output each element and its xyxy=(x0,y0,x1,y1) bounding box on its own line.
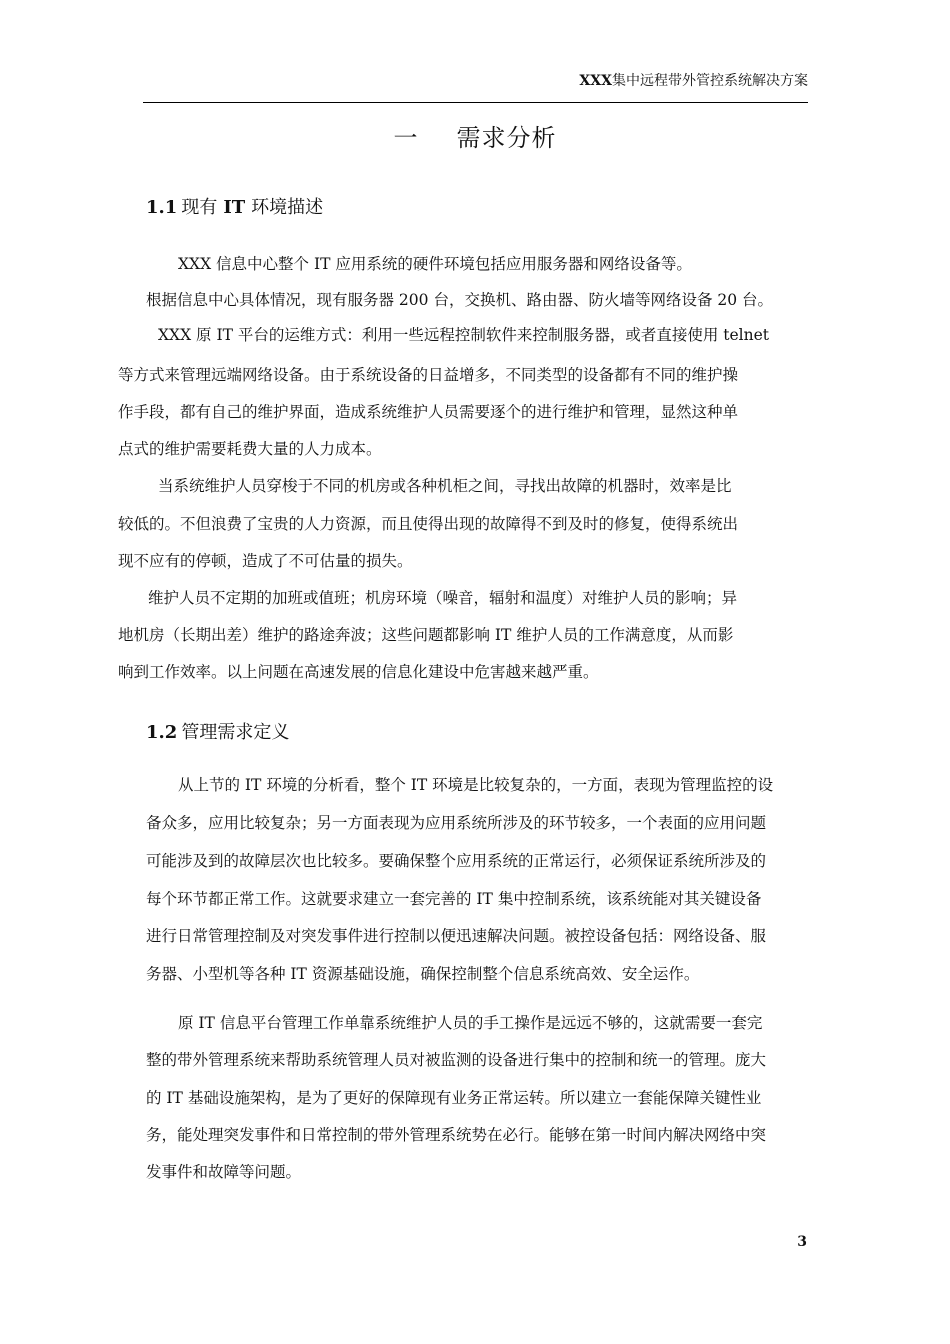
section-title-keyword: IT xyxy=(223,197,246,218)
section-number: 1.2 xyxy=(146,722,178,743)
paragraph-line: XXX 原 IT 平台的运维方式：利用一些远程控制软件来控制服务器，或者直接使用 telnet xyxy=(158,326,770,344)
chapter-title xyxy=(0,118,950,153)
paragraph-line: 地机房（长期出差）维护的路途奔波；这些问题都影响 IT 维护人员的工作满意度，从而影 xyxy=(118,626,734,644)
section-title-prefix: 现有 xyxy=(181,197,218,218)
section-heading-1-2 xyxy=(146,718,289,744)
paragraph-line: 务，能处理突发事件和日常控制的带外管理系统势在必行。能够在第一时间内解决网络中突 xyxy=(146,1126,767,1144)
paragraph-line: 可能涉及到的故障层次也比较多。要确保整个应用系统的正常运行，必须保证系统所涉及的 xyxy=(146,852,767,870)
paragraph-line: 进行日常管理控制及对突发事件进行控制以便迅速解决问题。被控设备包括：网络设备、服 xyxy=(146,927,767,945)
paragraph-line: 响到工作效率。以上问题在高速发展的信息化建设中危害越来越严重。 xyxy=(118,663,599,681)
paragraph-line: 点式的维护需要耗费大量的人力成本。 xyxy=(118,440,382,458)
section-number: 1.1 xyxy=(146,197,178,218)
page-number: 3 xyxy=(797,1234,807,1250)
section-title-suffix: 环境描述 xyxy=(251,197,324,218)
chapter-number: 一 xyxy=(393,124,419,152)
paragraph-line: 整的带外管理系统来帮助系统管理人员对被监测的设备进行集中的控制和统一的管理。庞大 xyxy=(146,1051,767,1069)
paragraph-line: XXX 信息中心整个 IT 应用系统的硬件环境包括应用服务器和网络设备等。 xyxy=(178,255,692,273)
paragraph-line: 当系统维护人员穿梭于不同的机房或各种机柜之间，寻找出故障的机器时，效率是比 xyxy=(158,477,732,495)
header-rule xyxy=(143,102,808,103)
header-title: 集中远程带外管控系统解决方案 xyxy=(612,73,808,89)
section-title: 管理需求定义 xyxy=(181,722,290,743)
section-heading-1-1 xyxy=(146,193,323,219)
paragraph-line: 根据信息中心具体情况，现有服务器 200 台，交换机、路由器、防火墙等网络设备 20 台。 xyxy=(146,291,774,309)
paragraph-line: 作手段，都有自己的维护界面，造成系统维护人员需要逐个的进行维护和管理，显然这种单 xyxy=(118,403,739,421)
paragraph-line: 每个环节都正常工作。这就要求建立一套完善的 IT 集中控制系统，该系统能对其关键设备 xyxy=(146,890,762,908)
paragraph-line: 较低的。不但浪费了宝贵的人力资源，而且使得出现的故障得不到及时的修复，使得系统出 xyxy=(118,515,739,533)
paragraph-line: 等方式来管理远端网络设备。由于系统设备的日益增多，不同类型的设备都有不同的维护操 xyxy=(118,366,739,384)
paragraph-line: 备众多，应用比较复杂；另一方面表现为应用系统所涉及的环节较多，一个表面的应用问题 xyxy=(146,814,767,832)
chapter-title-text: 需求分析 xyxy=(456,124,557,152)
header-prefix: XXX xyxy=(579,73,612,89)
paragraph-line: 的 IT 基础设施架构，是为了更好的保障现有业务正常运转。所以建立一套能保障关键性业 xyxy=(146,1089,762,1107)
paragraph-line: 维护人员不定期的加班或值班；机房环境（噪音，辐射和温度）对维护人员的影响；异 xyxy=(148,589,738,607)
paragraph-line: 发事件和故障等问题。 xyxy=(146,1163,302,1181)
paragraph-line: 原 IT 信息平台管理工作单靠系统维护人员的手工操作是远远不够的，这就需要一套完 xyxy=(178,1014,763,1032)
paragraph-line: 务器、小型机等各种 IT 资源基础设施，确保控制整个信息系统高效、安全运作。 xyxy=(146,965,700,983)
paragraph-line: 现不应有的停顿，造成了不可估量的损失。 xyxy=(118,552,413,570)
page-header xyxy=(143,70,808,90)
paragraph-line: 从上节的 IT 环境的分析看，整个 IT 环境是比较复杂的，一方面，表现为管理监控的设 xyxy=(178,776,774,794)
